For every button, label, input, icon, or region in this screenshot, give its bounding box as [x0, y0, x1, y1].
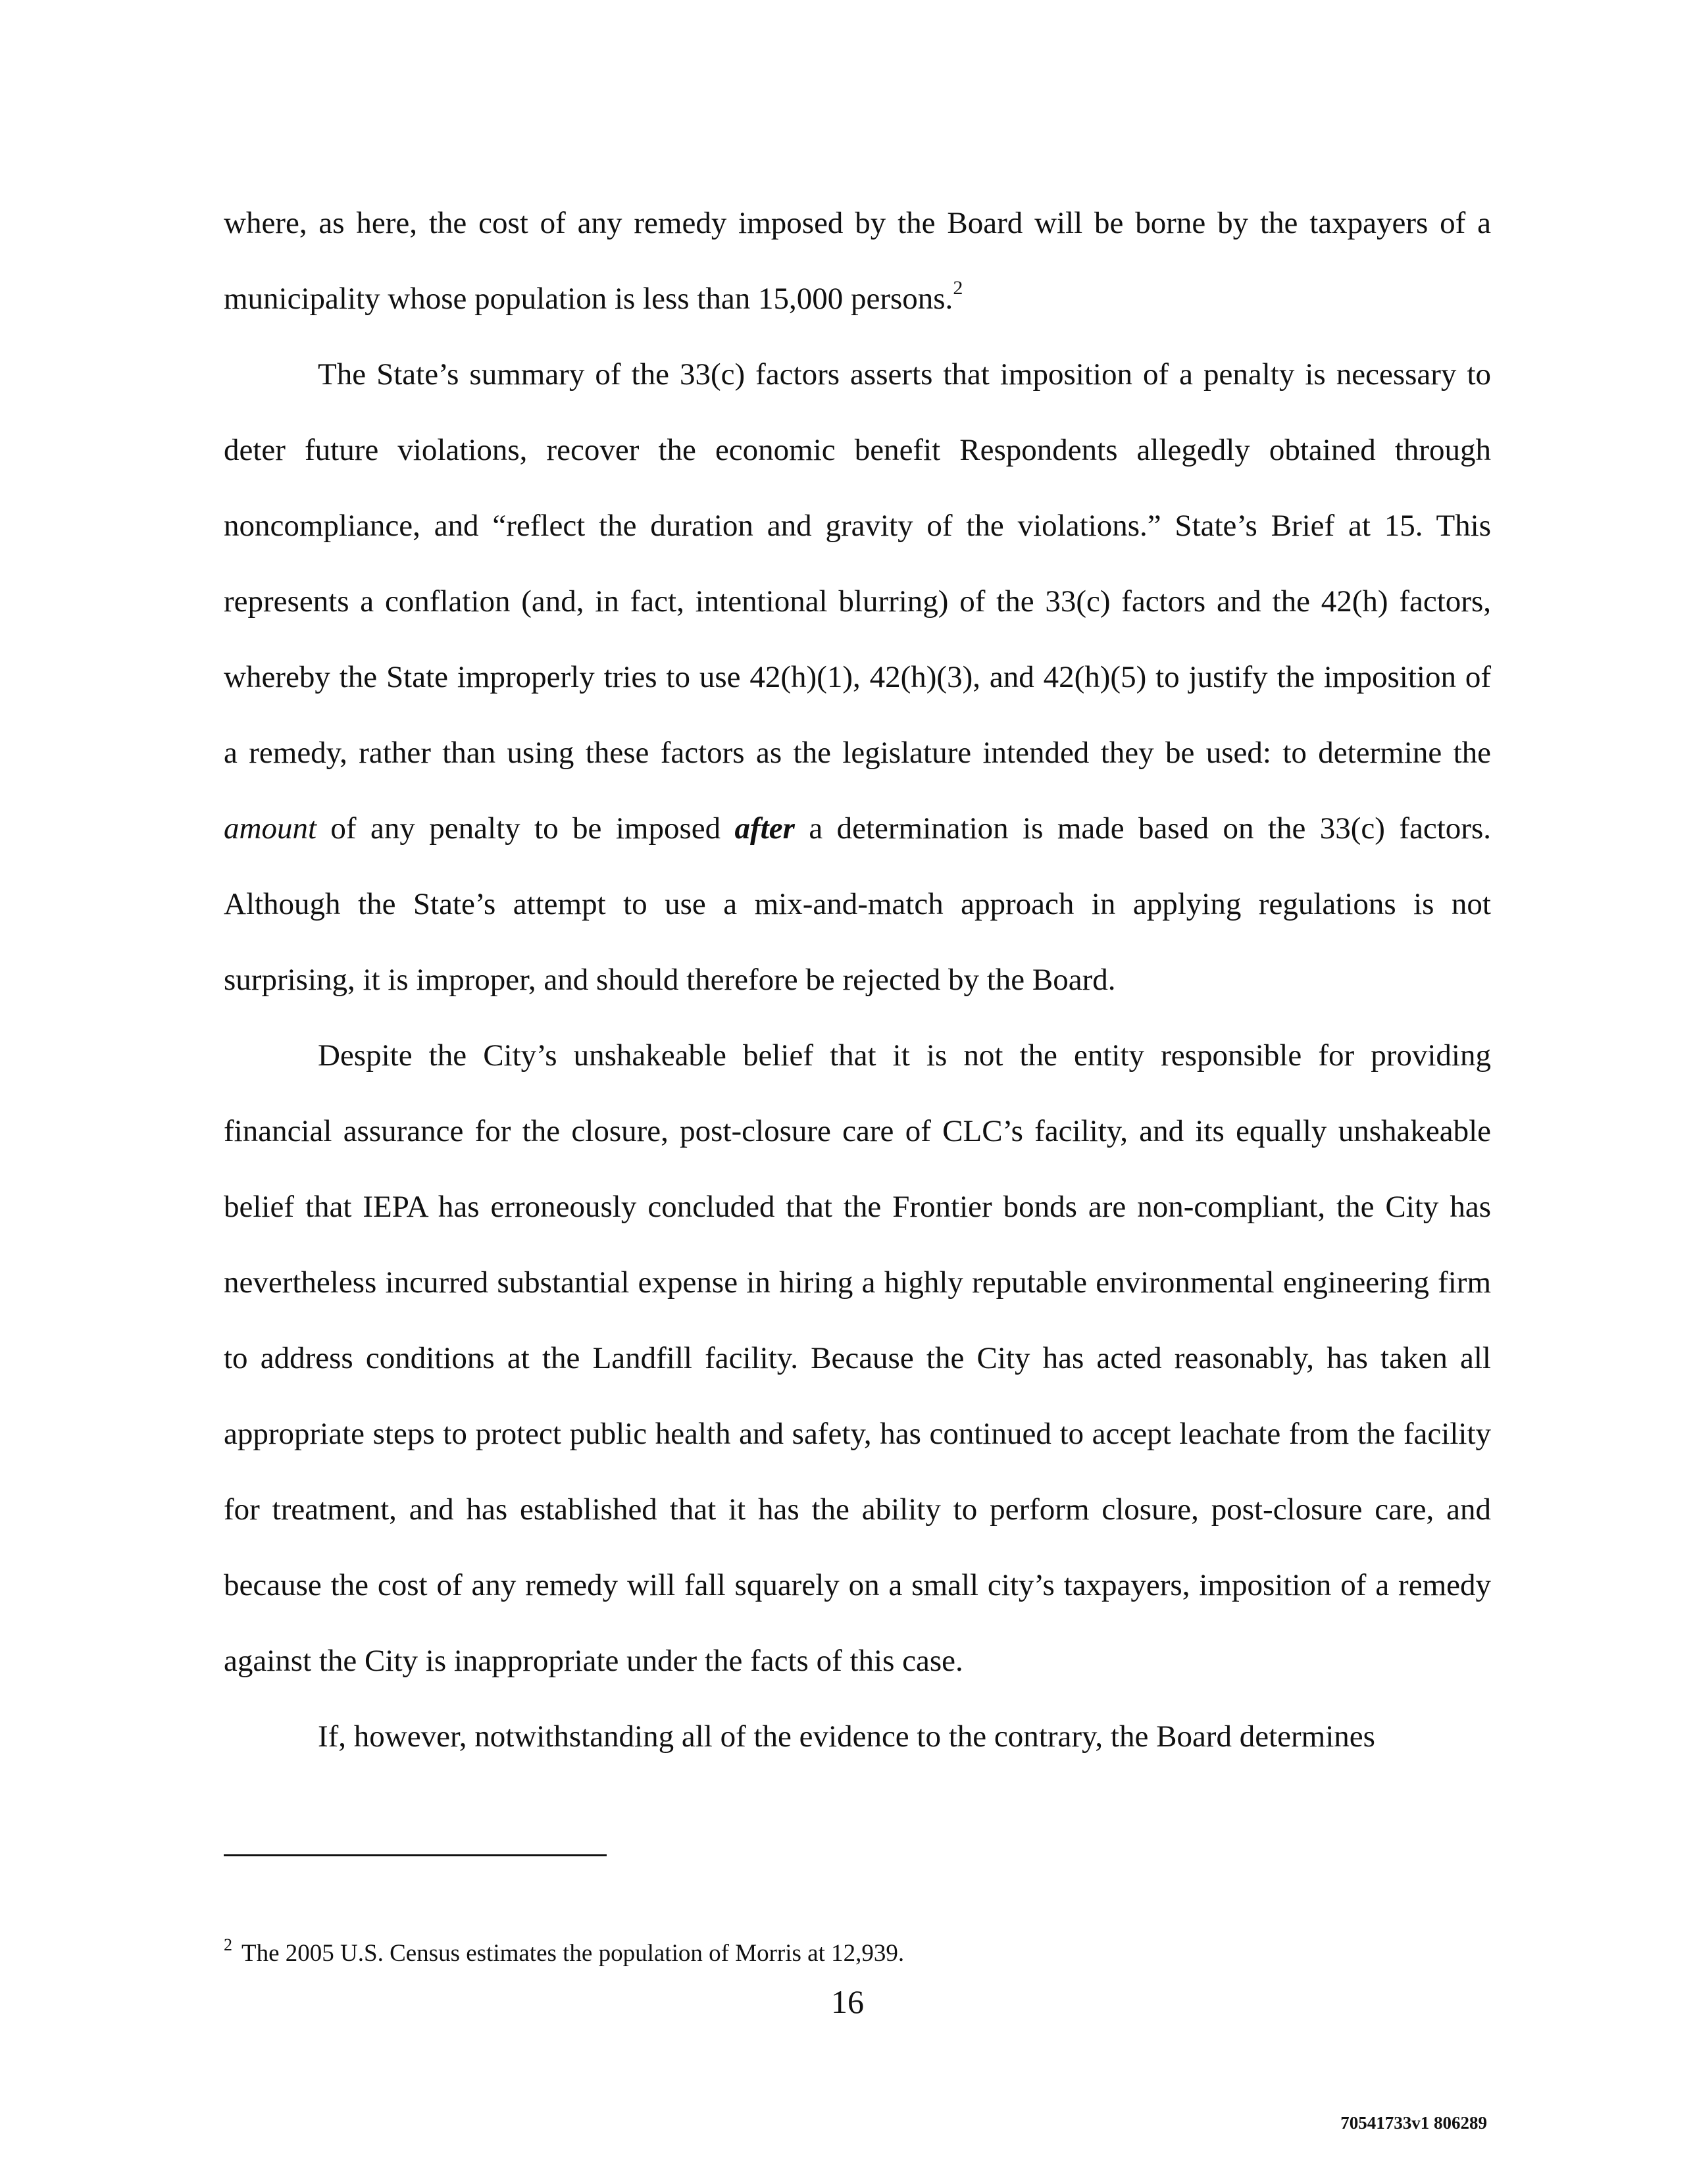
emphasis-amount: amount — [224, 811, 316, 846]
paragraph-4 — [224, 1699, 1491, 1775]
paragraph-2 — [224, 337, 1491, 1018]
paragraph-2-text-a: The State’s summary of the 33(c) factors asserts that imposition of a penalty is necessary to deter future violations, recover the economic benefit Respondents allegedly obtained through noncompliance, and “reflect the duration and gravity of the violations.” State’s Brief at 15. This represents a conflation (and, in fact, intentional blurring) of the 33(c) factors and the 42(h) factors, whereby the State improperly tries to use 42(h)(1), 42(h)(3), and 42(h)(5) to justify the imposition of a remedy, rather than using these factors as the legislature intended they be used: to determine the — [224, 357, 1491, 770]
paragraph-1 — [224, 186, 1491, 337]
document-id: 70541733v1 806289 — [1340, 2113, 1487, 2133]
footnote-marker: 2 — [224, 1935, 232, 1954]
footnote — [224, 1937, 1474, 1970]
paragraph-2-text-b: of any penalty to be imposed — [316, 811, 735, 846]
body-text — [224, 186, 1491, 1775]
paragraph-3 — [224, 1018, 1491, 1699]
emphasis-after: after — [734, 811, 795, 846]
page-number: 16 — [831, 1983, 864, 2020]
paragraph-3-text: Despite the City’s unshakeable belief that it is not the entity responsible for providing financial assurance for the closure, post-closure care of CLC’s facility, and its equally unshakeable belief that IEPA has erroneously concluded that the Frontier bonds are non-compliant, the City has nevertheless incurred substantial expense in hiring a highly reputable environmental engineering firm to address conditions at the Landfill facility. Because the City has acted reasonably, has taken all appropriate steps to protect public health and safety, has continued to accept leachate from the facility for treatment, and has established that it has the ability to perform closure, post-closure care, and because the cost of any remedy will fall squarely on a small city’s taxpayers, imposition of a remedy against the City is inappropriate under the facts of this case. — [224, 1038, 1491, 1678]
footnote-reference: 2 — [953, 277, 963, 299]
footnote-divider — [224, 1854, 607, 1856]
paragraph-1-text: where, as here, the cost of any remedy imposed by the Board will be borne by the taxpayers of a municipality whose population is less than 15,000 persons. — [224, 206, 1491, 316]
paragraph-2-text-c: a determination is made based on the 33(c) factors. Although the State’s attempt to use a mix-and-match approach in applying regulations is not surprising, it is improper, and should therefore be rejected by the Board. — [224, 811, 1491, 997]
paragraph-4-text: If, however, notwithstanding all of the evidence to the contrary, the Board determines — [318, 1719, 1375, 1754]
footnote-text: The 2005 U.S. Census estimates the population of Morris at 12,939. — [241, 1940, 905, 1967]
